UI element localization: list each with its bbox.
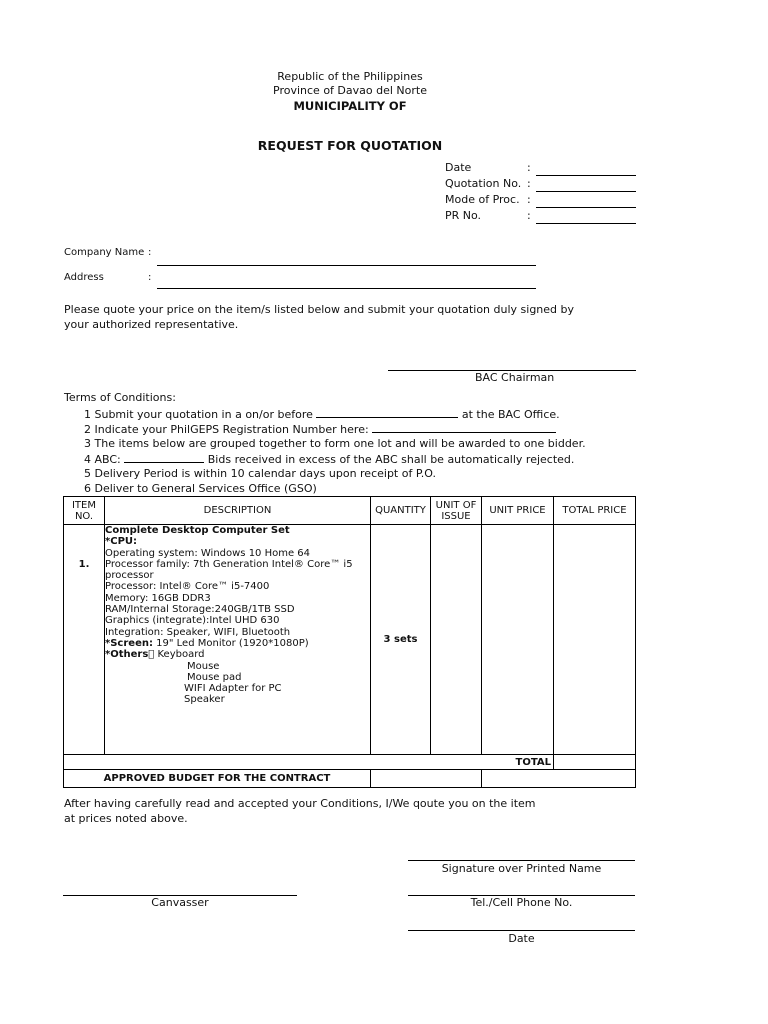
- term-number: 3: [84, 437, 91, 450]
- quotation-table: [63, 496, 636, 788]
- total-label: TOTAL: [64, 755, 554, 770]
- header-republic: Republic of the Philippines: [277, 70, 423, 83]
- item-number: 1.: [64, 525, 105, 755]
- term-text: Deliver to General Services Office (GSO): [94, 482, 317, 495]
- intro-line-2: your authorized representative.: [64, 318, 239, 331]
- header-province: Province of Davao del Norte: [273, 84, 427, 97]
- unit-of-issue-cell[interactable]: [431, 525, 482, 755]
- unit-price-cell[interactable]: [482, 525, 554, 755]
- col-header-total-price: TOTAL PRICE: [554, 497, 636, 525]
- others-first: Keyboard: [154, 649, 205, 661]
- abc-value-cell[interactable]: [371, 770, 482, 788]
- date-field-label: Date: [445, 161, 472, 174]
- quotation-no-label: Quotation No.: [445, 177, 522, 190]
- date-field-line[interactable]: [536, 175, 636, 176]
- others-label: *Others : [105, 649, 155, 661]
- col-header-unit-price: UNIT PRICE: [482, 497, 554, 525]
- term-text-after: at the BAC Office.: [458, 408, 560, 421]
- term-number: 1: [84, 408, 91, 421]
- cpu-label: *CPU:: [105, 536, 138, 548]
- others-item: Mouse pad: [187, 671, 242, 683]
- abc-label: APPROVED BUDGET FOR THE CONTRACT: [64, 770, 371, 788]
- spec-line: Memory: 16GB DDR3: [105, 592, 211, 604]
- others-spec: [105, 649, 370, 660]
- total-row: [64, 755, 636, 770]
- mode-of-proc-line[interactable]: [536, 207, 636, 208]
- others-item: Mouse: [187, 660, 220, 672]
- term-number: 4: [84, 453, 91, 466]
- bac-chairman-label: BAC Chairman: [475, 371, 555, 384]
- col-header-unit-of-issue: UNIT OF ISSUE: [431, 497, 482, 525]
- term-item-2: [84, 422, 556, 436]
- spec-line: Integration: Speaker, WIFI, Bluetooth: [105, 626, 291, 638]
- date-field-sep: :: [527, 161, 531, 174]
- item-description: [105, 525, 371, 755]
- term-item-1: [84, 407, 560, 421]
- spec-line: processor: [105, 570, 154, 582]
- closing-line-1: After having carefully read and accepted your Conditions, I/We qoute you on the item: [64, 797, 536, 810]
- term-text: ABC:: [94, 453, 125, 466]
- term-item-4: [84, 452, 574, 466]
- address-line[interactable]: [157, 288, 536, 289]
- others-item: Speaker: [184, 694, 225, 706]
- table-header-row: [64, 497, 636, 525]
- page-title: REQUEST FOR QUOTATION: [257, 138, 443, 153]
- header-municipality: MUNICIPALITY OF: [293, 99, 407, 113]
- spec-line: Processor: Intel® Core™ i5-7400: [105, 581, 270, 593]
- col-header-quantity: QUANTITY: [371, 497, 431, 525]
- total-price-cell[interactable]: [554, 525, 636, 755]
- term-text: Indicate your PhilGEPS Registration Number here:: [94, 423, 373, 436]
- date-signature-label: Date: [508, 932, 535, 945]
- spec-line: Operating system: Windows 10 Home 64: [105, 547, 311, 559]
- term-number: 2: [84, 423, 91, 436]
- term-text: The items below are grouped together to form one lot and will be awarded to one bidder.: [94, 437, 586, 450]
- company-name-label: Company Name: [64, 247, 145, 258]
- abc-blank[interactable]: [124, 452, 204, 463]
- signature-line[interactable]: [408, 860, 635, 861]
- pr-no-sep: :: [527, 209, 531, 222]
- deadline-blank[interactable]: [316, 407, 458, 418]
- term-text: Submit your quotation in a on/or before: [94, 408, 317, 421]
- philgeps-blank[interactable]: [372, 422, 556, 433]
- item-title: Complete Desktop Computer Set: [105, 525, 290, 536]
- intro-line-1: Please quote your price on the item/s listed below and submit your quotation duly signed by: [64, 303, 575, 316]
- mode-of-proc-label: Mode of Proc.: [445, 193, 520, 206]
- col-header-item-no: ITEM NO.: [64, 497, 105, 525]
- company-name-line[interactable]: [157, 265, 536, 266]
- term-item-6: [84, 482, 317, 495]
- term-text-after: Bids received in excess of the ABC shall be automatically rejected.: [204, 453, 575, 466]
- signature-label: Signature over Printed Name: [441, 862, 602, 875]
- term-item-3: [84, 437, 586, 450]
- others-item: WIFI Adapter for PC: [184, 683, 282, 695]
- screen-spec: [105, 638, 370, 649]
- company-name-sep: :: [148, 247, 152, 258]
- pr-no-line[interactable]: [536, 223, 636, 224]
- mode-of-proc-sep: :: [527, 193, 531, 206]
- term-number: 6: [84, 482, 91, 495]
- canvasser-label: Canvasser: [151, 896, 209, 909]
- spec-line: Graphics (integrate):Intel UHD 630: [105, 615, 280, 627]
- screen-value: 19" Led Monitor (1920*1080P): [152, 637, 309, 649]
- address-sep: :: [148, 272, 152, 283]
- terms-heading: Terms of Conditions:: [64, 391, 176, 404]
- term-text: Delivery Period is within 10 calendar days upon receipt of P.O.: [94, 467, 436, 480]
- quotation-no-sep: :: [527, 177, 531, 190]
- abc-row: [64, 770, 636, 788]
- abc-blank-cell: [482, 770, 636, 788]
- screen-label: *Screen:: [105, 637, 153, 649]
- spec-line: Processor family: 7th Generation Intel® Core™ i5: [105, 558, 353, 570]
- table-row: [64, 525, 636, 755]
- term-number: 5: [84, 467, 91, 480]
- term-item-5: [84, 467, 436, 480]
- pr-no-label: PR No.: [445, 209, 482, 222]
- item-quantity: 3 sets: [371, 525, 431, 755]
- quotation-no-line[interactable]: [536, 191, 636, 192]
- date-signature-line[interactable]: [408, 930, 635, 931]
- spec-line: RAM/Internal Storage:240GB/1TB SSD: [105, 604, 295, 616]
- phone-label: Tel./Cell Phone No.: [470, 896, 573, 909]
- col-header-description: DESCRIPTION: [105, 497, 371, 525]
- address-label: Address: [64, 272, 104, 283]
- closing-line-2: at prices noted above.: [64, 812, 188, 825]
- total-value-cell[interactable]: [554, 755, 636, 770]
